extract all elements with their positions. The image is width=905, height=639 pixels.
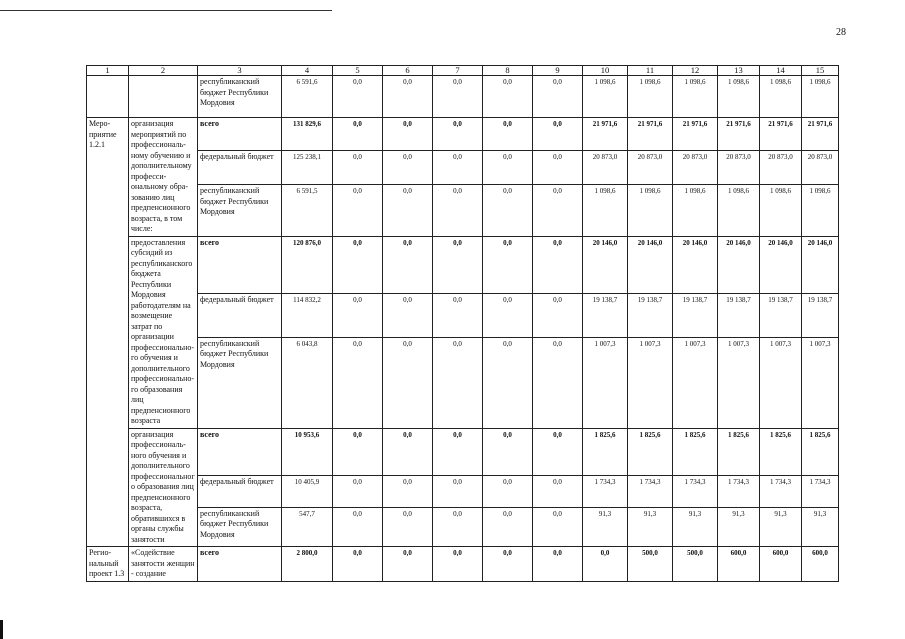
value-cell: 6 043,8 (282, 337, 333, 428)
value-cell: 0,0 (433, 294, 483, 337)
value-cell: 2 800,0 (282, 547, 333, 582)
value-cell: 0,0 (333, 547, 383, 582)
value-cell: 10 405,9 (282, 475, 333, 507)
value-cell: 1 098,6 (760, 185, 802, 236)
value-cell: 0,0 (533, 236, 583, 294)
source-cell: федеральный бюджет (198, 294, 282, 337)
value-cell: 0,0 (533, 185, 583, 236)
project-label: Регио-нальный проект 1.3 (87, 547, 129, 582)
value-cell: 0,0 (533, 337, 583, 428)
value-cell: 1 007,3 (673, 337, 718, 428)
value-cell: 91,3 (628, 507, 673, 546)
table-row (87, 507, 839, 546)
value-cell: 0,0 (383, 428, 433, 475)
value-cell: 1 825,6 (628, 428, 673, 475)
value-cell: 1 098,6 (628, 185, 673, 236)
value-cell: 20 873,0 (628, 150, 673, 185)
value-cell: 20 146,0 (673, 236, 718, 294)
value-cell: 20 146,0 (718, 236, 760, 294)
value-cell: 0,0 (533, 294, 583, 337)
value-cell: 0,0 (333, 337, 383, 428)
activity-desc: организация профессиональ-ного обучения и дополнительного профессиональног о образования лиц предпенсионного возраста, обратившихся в органы службы занятости (129, 428, 198, 547)
value-cell: 1 098,6 (718, 185, 760, 236)
value-cell: 500,0 (628, 547, 673, 582)
table-row (87, 428, 839, 475)
value-cell: 0,0 (383, 337, 433, 428)
scan-edge-mark (0, 620, 3, 639)
value-cell: 120 876,0 (282, 236, 333, 294)
column-header-6: 6 (383, 66, 433, 76)
table-row (87, 185, 839, 236)
value-cell: 0,0 (583, 547, 628, 582)
source-cell: всего (198, 118, 282, 151)
value-cell: 0,0 (333, 236, 383, 294)
value-cell: 547,7 (282, 507, 333, 546)
value-cell: 91,3 (760, 507, 802, 546)
source-cell: всего (198, 428, 282, 475)
value-cell: 0,0 (533, 475, 583, 507)
value-cell: 20 873,0 (802, 150, 839, 185)
column-header-7: 7 (433, 66, 483, 76)
value-cell: 0,0 (483, 150, 533, 185)
value-cell: 1 098,6 (583, 185, 628, 236)
value-cell: 19 138,7 (673, 294, 718, 337)
source-cell: всего (198, 547, 282, 582)
source-cell: федеральный бюджет (198, 475, 282, 507)
value-cell: 500,0 (673, 547, 718, 582)
desc-cell-empty (129, 76, 198, 118)
value-cell: 91,3 (673, 507, 718, 546)
value-cell: 0,0 (483, 118, 533, 151)
value-cell: 0,0 (383, 185, 433, 236)
value-cell: 1 007,3 (583, 337, 628, 428)
value-cell: 21 971,6 (673, 118, 718, 151)
value-cell: 0,0 (383, 118, 433, 151)
value-cell: 1 825,6 (673, 428, 718, 475)
table-row (87, 337, 839, 428)
value-cell: 0,0 (433, 507, 483, 546)
source-cell: республиканский бюджет Республики Мордовия (198, 76, 282, 118)
table-row (87, 547, 839, 582)
top-rule (0, 10, 332, 11)
column-header-14: 14 (760, 66, 802, 76)
page-number: 28 (836, 27, 846, 38)
value-cell: 1 007,3 (760, 337, 802, 428)
value-cell: 6 591,6 (282, 76, 333, 118)
value-cell: 0,0 (483, 428, 533, 475)
value-cell: 0,0 (333, 150, 383, 185)
value-cell: 21 971,6 (802, 118, 839, 151)
header-row (87, 66, 839, 76)
value-cell: 21 971,6 (628, 118, 673, 151)
value-cell: 1 825,6 (583, 428, 628, 475)
value-cell: 0,0 (383, 294, 433, 337)
activity-desc: предоставления субсидий из республиканского бюджета Республики Мордовия работодателям на возмещение затрат по организации профессионально-го обучения и дополнительного профессионально-го образования лиц предпенсионного возраста (129, 236, 198, 428)
value-cell: 0,0 (433, 150, 483, 185)
value-cell: 0,0 (433, 547, 483, 582)
value-cell: 1 098,6 (802, 185, 839, 236)
value-cell: 20 873,0 (718, 150, 760, 185)
value-cell: 21 971,6 (760, 118, 802, 151)
value-cell: 20 146,0 (802, 236, 839, 294)
value-cell: 1 734,3 (583, 475, 628, 507)
table-row (87, 118, 839, 151)
source-cell: республиканский бюджет Республики Мордовия (198, 337, 282, 428)
value-cell: 0,0 (433, 236, 483, 294)
value-cell: 6 591,5 (282, 185, 333, 236)
value-cell: 19 138,7 (718, 294, 760, 337)
value-cell: 131 829,6 (282, 118, 333, 151)
label-cell-empty (87, 76, 129, 118)
value-cell: 0,0 (483, 294, 533, 337)
column-header-5: 5 (333, 66, 383, 76)
column-header-10: 10 (583, 66, 628, 76)
table-row (87, 294, 839, 337)
value-cell: 0,0 (533, 428, 583, 475)
value-cell: 0,0 (533, 150, 583, 185)
value-cell: 1 098,6 (673, 76, 718, 118)
column-header-1: 1 (87, 66, 129, 76)
value-cell: 600,0 (802, 547, 839, 582)
value-cell: 1 007,3 (718, 337, 760, 428)
value-cell: 1 098,6 (583, 76, 628, 118)
value-cell: 1 825,6 (802, 428, 839, 475)
value-cell: 0,0 (483, 236, 533, 294)
value-cell: 0,0 (333, 428, 383, 475)
value-cell: 19 138,7 (802, 294, 839, 337)
value-cell: 0,0 (333, 475, 383, 507)
value-cell: 0,0 (533, 76, 583, 118)
value-cell: 114 832,2 (282, 294, 333, 337)
value-cell: 0,0 (333, 76, 383, 118)
value-cell: 1 007,3 (802, 337, 839, 428)
column-header-13: 13 (718, 66, 760, 76)
value-cell: 1 098,6 (760, 76, 802, 118)
value-cell: 1 734,3 (760, 475, 802, 507)
value-cell: 91,3 (718, 507, 760, 546)
value-cell: 0,0 (433, 118, 483, 151)
value-cell: 0,0 (383, 236, 433, 294)
value-cell: 0,0 (483, 337, 533, 428)
value-cell: 0,0 (533, 507, 583, 546)
value-cell: 21 971,6 (583, 118, 628, 151)
value-cell: 600,0 (760, 547, 802, 582)
value-cell: 1 734,3 (802, 475, 839, 507)
value-cell: 1 825,6 (760, 428, 802, 475)
source-cell: республиканский бюджет Республики Мордовия (198, 507, 282, 546)
value-cell: 1 098,6 (718, 76, 760, 118)
column-header-2: 2 (129, 66, 198, 76)
value-cell: 0,0 (483, 76, 533, 118)
source-cell: федеральный бюджет (198, 150, 282, 185)
column-header-9: 9 (533, 66, 583, 76)
table-row (87, 236, 839, 294)
value-cell: 19 138,7 (628, 294, 673, 337)
value-cell: 21 971,6 (718, 118, 760, 151)
value-cell: 0,0 (433, 337, 483, 428)
value-cell: 20 873,0 (583, 150, 628, 185)
value-cell: 0,0 (433, 475, 483, 507)
value-cell: 19 138,7 (583, 294, 628, 337)
value-cell: 1 734,3 (628, 475, 673, 507)
table-row (87, 150, 839, 185)
column-header-15: 15 (802, 66, 839, 76)
table-body (87, 66, 839, 582)
activity-desc: организация мероприятий по профессиональ-ному обучению и дополнительному професси-ональному обра-зованию лиц предпенсионного возраста, в том числе: (129, 118, 198, 237)
column-header-4: 4 (282, 66, 333, 76)
value-cell: 91,3 (583, 507, 628, 546)
value-cell: 0,0 (433, 76, 483, 118)
column-header-3: 3 (198, 66, 282, 76)
budget-table (86, 65, 839, 582)
value-cell: 0,0 (433, 428, 483, 475)
value-cell: 1 098,6 (673, 185, 718, 236)
value-cell: 0,0 (383, 150, 433, 185)
value-cell: 125 238,1 (282, 150, 333, 185)
value-cell: 1 007,3 (628, 337, 673, 428)
value-cell: 20 146,0 (628, 236, 673, 294)
source-cell: всего (198, 236, 282, 294)
value-cell: 1 098,6 (802, 76, 839, 118)
value-cell: 0,0 (483, 185, 533, 236)
value-cell: 10 953,6 (282, 428, 333, 475)
value-cell: 1 098,6 (628, 76, 673, 118)
value-cell: 1 734,3 (673, 475, 718, 507)
value-cell: 0,0 (483, 547, 533, 582)
value-cell: 0,0 (383, 547, 433, 582)
table-row (87, 76, 839, 118)
column-header-12: 12 (673, 66, 718, 76)
column-header-8: 8 (483, 66, 533, 76)
value-cell: 0,0 (333, 185, 383, 236)
value-cell: 0,0 (333, 118, 383, 151)
value-cell: 20 873,0 (673, 150, 718, 185)
column-header-11: 11 (628, 66, 673, 76)
value-cell: 0,0 (383, 507, 433, 546)
activity-label: Меро-приятие 1.2.1 (87, 118, 129, 547)
value-cell: 0,0 (383, 76, 433, 118)
value-cell: 91,3 (802, 507, 839, 546)
value-cell: 0,0 (483, 507, 533, 546)
table-row (87, 475, 839, 507)
value-cell: 0,0 (333, 507, 383, 546)
value-cell: 600,0 (718, 547, 760, 582)
value-cell: 20 146,0 (760, 236, 802, 294)
value-cell: 0,0 (533, 547, 583, 582)
value-cell: 1 734,3 (718, 475, 760, 507)
value-cell: 1 825,6 (718, 428, 760, 475)
value-cell: 0,0 (533, 118, 583, 151)
value-cell: 0,0 (333, 294, 383, 337)
activity-desc: «Содействие занятости женщин - создание (129, 547, 198, 582)
value-cell: 0,0 (383, 475, 433, 507)
value-cell: 20 873,0 (760, 150, 802, 185)
value-cell: 19 138,7 (760, 294, 802, 337)
value-cell: 0,0 (483, 475, 533, 507)
value-cell: 0,0 (433, 185, 483, 236)
source-cell: республиканский бюджет Республики Мордовия (198, 185, 282, 236)
value-cell: 20 146,0 (583, 236, 628, 294)
